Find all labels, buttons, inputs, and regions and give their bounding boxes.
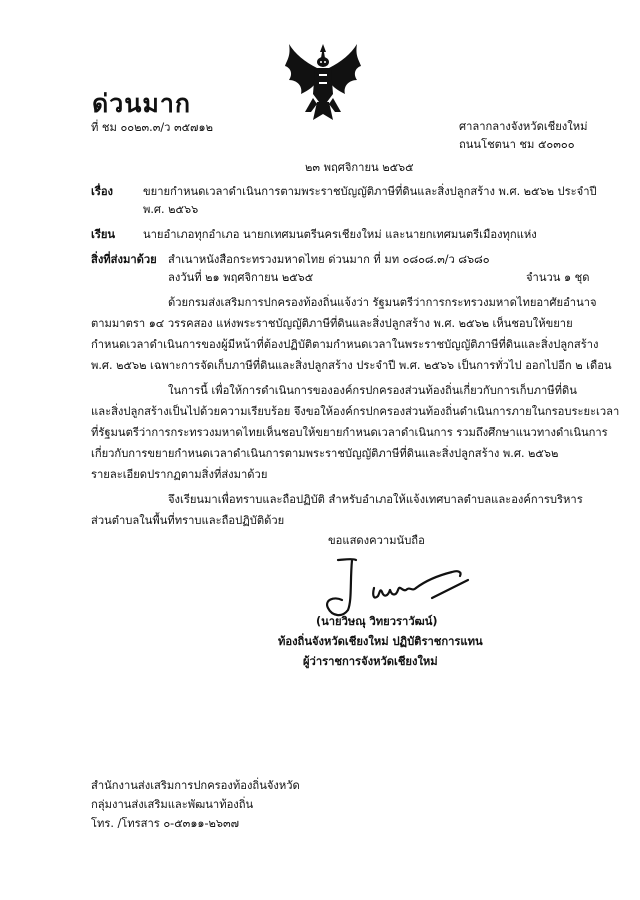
subject-line1: ขยายกำหนดเวลาดำเนินการตามพระราชบัญญัติภาษีที่ดินและสิ่งปลูกสร้าง พ.ศ. ๒๕๖๒ ประจำปี [143, 185, 597, 198]
paragraph-line: และสิ่งปลูกสร้างเป็นไปด้วยความเรียบร้อย จึงขอให้องค์กรปกครองส่วนท้องถิ่นดำเนินการภายในกรอบระยะเวลา [91, 405, 620, 418]
attachment-line2: ลงวันที่ ๒๑ พฤศจิกายน ๒๕๖๕ [168, 271, 314, 284]
attachment-line1: สำเนาหนังสือกระทรวงมหาดไทย ด่วนมาก ที่ มท ๐๘๐๘.๓/ว ๘๖๘๐ [168, 253, 490, 266]
office-address-line2: ถนนโชตนา ชม ๕๐๓๐๐ [459, 138, 575, 151]
attachment-quantity: จำนวน ๑ ชุด [526, 271, 590, 284]
reference-number: ที่ ชม ๐๐๒๓.๓/ว ๓๕๗๑๒ [91, 121, 213, 134]
addressee-label: เรียน [91, 228, 116, 241]
subject-line2: พ.ศ. ๒๕๖๖ [143, 203, 199, 216]
body-paragraph-2 [91, 380, 620, 485]
body-paragraph-3 [91, 489, 591, 531]
paragraph-line: ที่รัฐมนตรีว่าการกระทรวงมหาดไทยเห็นชอบให้ขยายกำหนดเวลาดำเนินการ รวมถึงศึกษาแนวทางดำเนินการ [91, 426, 608, 439]
handwritten-signature [312, 552, 472, 622]
paragraph-line: ส่วนตำบลในพื้นที่ทราบและถือปฏิบัติด้วย [91, 514, 285, 527]
document-date: ๒๓ พฤศจิกายน ๒๕๖๕ [305, 161, 414, 174]
footer-phone: โทร. /โทรสาร ๐-๕๓๑๑-๒๖๓๗ [91, 817, 240, 830]
urgency-label: ด่วนมาก [92, 89, 192, 118]
paragraph-line: ด้วยกรมส่งเสริมการปกครองท้องถิ่นแจ้งว่า รัฐมนตรีว่าการกระทรวงมหาดไทยอาศัยอำนาจ [168, 296, 597, 309]
signer-title-line1: ท้องถิ่นจังหวัดเชียงใหม่ ปฏิบัติราชการแทน [278, 635, 483, 648]
paragraph-line: จึงเรียนมาเพื่อทราบและถือปฏิบัติ สำหรับอำเภอให้แจ้งเทศบาลตำบลและองค์การบริหาร [168, 493, 583, 506]
paragraph-line: ในการนี้ เพื่อให้การดำเนินการขององค์กรปกครองส่วนท้องถิ่นเกี่ยวกับการเก็บภาษีที่ดิน [168, 384, 577, 397]
signer-name: (นายวิษณุ วิทยวราวัฒน์) [316, 615, 438, 628]
addressee-text: นายอำเภอทุกอำเภอ นายกเทศมนตรีนครเชียงใหม่ และนายกเทศมนตรีเมืองทุกแห่ง [143, 228, 537, 241]
office-address-line1: ศาลากลางจังหวัดเชียงใหม่ [459, 120, 588, 133]
paragraph-line: เกี่ยวกับการขยายกำหนดเวลาดำเนินการตามพระราชบัญญัติภาษีที่ดินและสิ่งปลูกสร้าง พ.ศ. ๒๕๖๒ [91, 447, 559, 460]
paragraph-line: พ.ศ. ๒๕๖๒ เฉพาะการจัดเก็บภาษีที่ดินและสิ่งปลูกสร้าง ประจำปี พ.ศ. ๒๕๖๖ เป็นการทั่วไป ออกไปอีก ๒ เดือน [91, 359, 612, 372]
closing-regards: ขอแสดงความนับถือ [328, 534, 425, 547]
paragraph-line: รายละเอียดปรากฏตามสิ่งที่ส่งมาด้วย [91, 468, 268, 481]
paragraph-line: กำหนดเวลาดำเนินการของผู้มีหน้าที่ต้องปฏิบัติตามกำหนดเวลาในพระราชบัญญัติภาษีที่ดินและสิ่งปลูกสร้าง [91, 338, 599, 351]
garuda-emblem-icon [283, 42, 363, 124]
attachment-label: สิ่งที่ส่งมาด้วย [91, 253, 157, 266]
footer-division: กลุ่มงานส่งเสริมและพัฒนาท้องถิ่น [91, 798, 254, 811]
footer-office: สำนักงานส่งเสริมการปกครองท้องถิ่นจังหวัด [91, 779, 300, 792]
subject-label: เรื่อง [91, 185, 114, 198]
body-paragraph-1 [91, 292, 612, 376]
signer-title-line2: ผู้ว่าราชการจังหวัดเชียงใหม่ [303, 655, 438, 668]
paragraph-line: ตามมาตรา ๑๔ วรรคสอง แห่งพระราชบัญญัติภาษีที่ดินและสิ่งปลูกสร้าง พ.ศ. ๒๕๖๒ เห็นชอบให้ขยาย [91, 317, 573, 330]
